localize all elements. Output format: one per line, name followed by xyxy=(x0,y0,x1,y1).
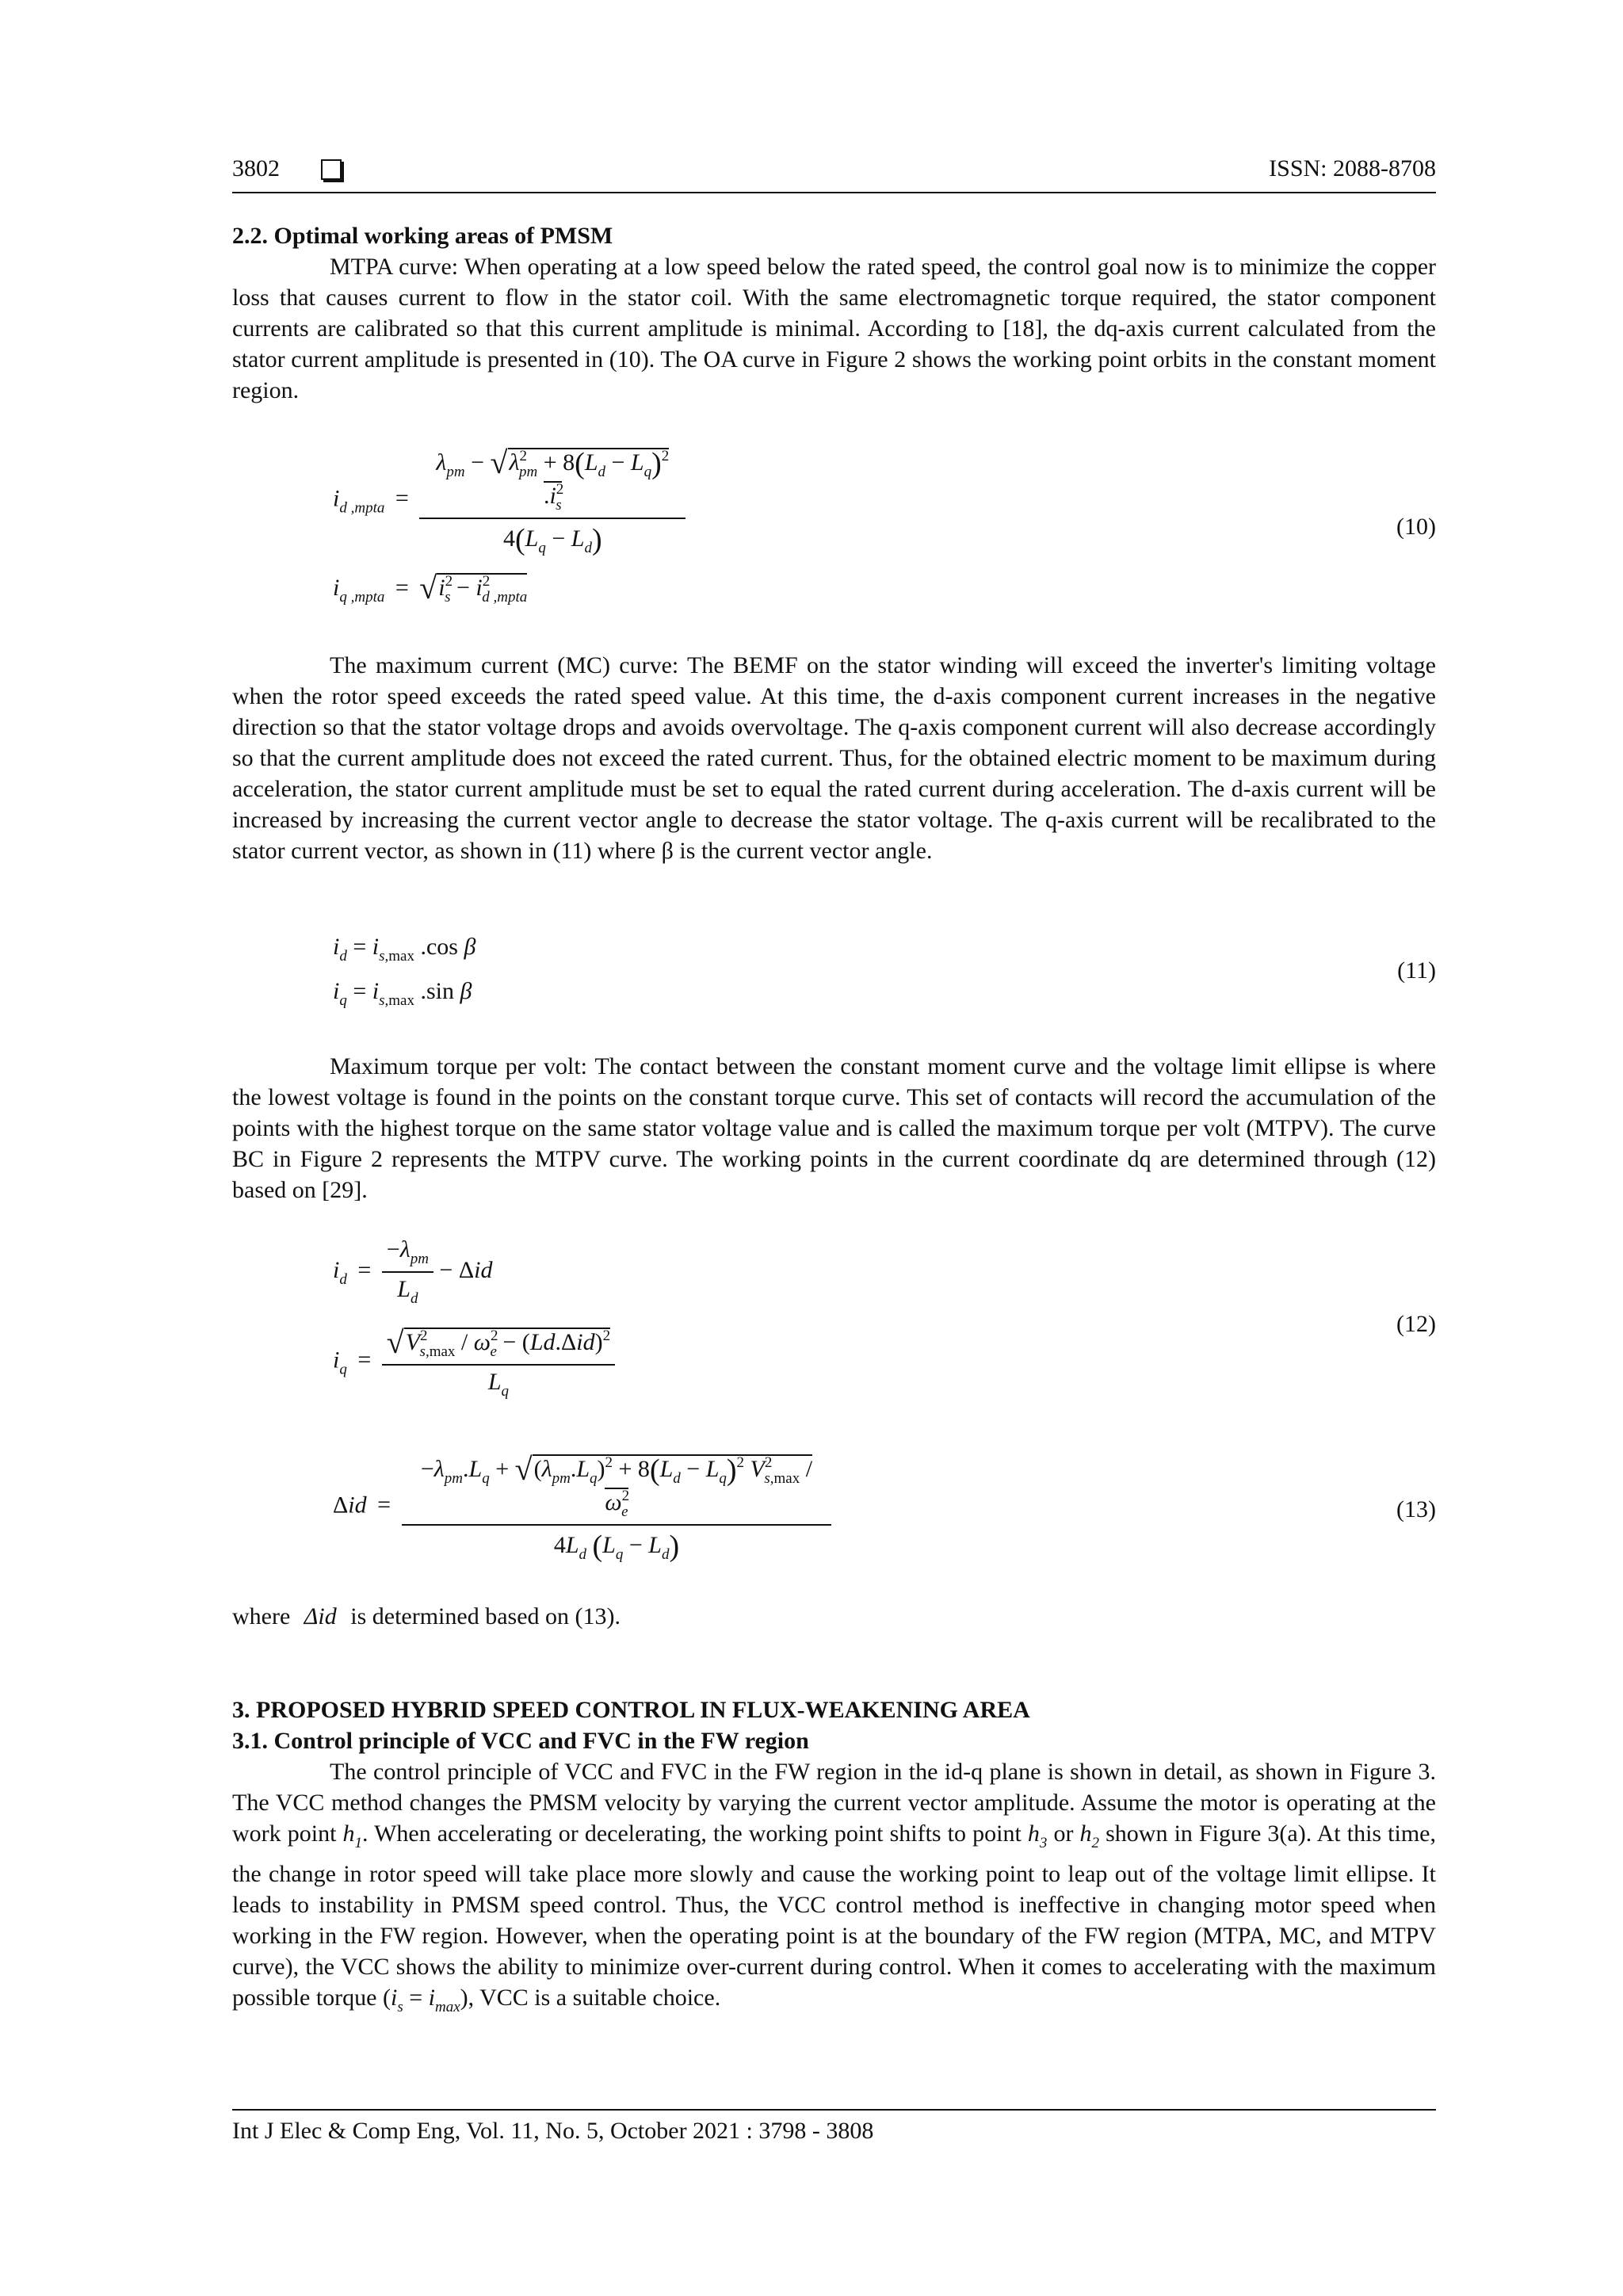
equation-number-13: (13) xyxy=(1396,1496,1436,1522)
section-3-1-heading: 3.1. Control principle of VCC and FVC in the FW region xyxy=(232,1728,809,1754)
issn-label: ISSN: 2088-8708 xyxy=(1269,155,1436,181)
equation-10-iq: $i_{q ,mpta} = √i^2_s - i^2_{d ,mpta}$ xyxy=(333,570,528,606)
equation-number-10: (10) xyxy=(1396,514,1436,540)
equation-13: Δid = $\frac{-\lambda_{pm}.L_q + √(\lambda_{pm}.L_q)^2 + 8(L_d - L_q)^2 V^2_{s,max} / \omega^2_e}{4L_d (L_q - L_d)}$ xyxy=(333,1450,831,1564)
section-3-heading: 3. PROPOSED HYBRID SPEED CONTROL IN FLUX-WEAKENING AREA xyxy=(232,1697,1030,1723)
footer-rule xyxy=(232,2109,1436,2111)
header-rule xyxy=(232,192,1436,193)
paragraph-mtpv: Maximum torque per volt: The contact between the constant moment curve and the voltage limit ellipse is where the lowest voltage is found in the points on the constant torque curve. This set of contacts will record the accumulation of the points with the highest torque on the same stator voltage value and is called the maximum torque per volt (MTPV). The curve BC in Figure 2 represents the MTPV curve. The working points in the current coordinate dq are determined through (12) based on [29]. xyxy=(232,1053,1436,1203)
section-3 xyxy=(232,1694,1436,2023)
where-text-after: is determined based on (13). xyxy=(350,1603,621,1629)
equation-10-id: $i_{d ,mpta}$ = $\frac{\lambda_{pm} - √\lambda^2_{pm} + 8(L_d - L_q)^2 .i^2_s}{4(L_q - L_d)}$ xyxy=(333,444,685,557)
paragraph-mc: The maximum current (MC) curve: The BEMF on the stator winding will exceed the inverter's limiting voltage when the rotor speed exceeds the rated speed value. At this time, the d-axis component current increases in the negative direction so that the stator voltage drops and avoids overvoltage. The q-axis component current will also decrease accordingly so that the current amplitude does not exceed the rated current. Thus, for the obtained electric moment to be maximum during acceleration, the stator current amplitude must be set to equal the rated current during acceleration. The d-axis current will be increased by increasing the current vector angle to decrease the stator voltage. The q-axis current will be recalibrated to the stator current vector, as shown in (11) where β is the current vector angle. xyxy=(232,652,1436,864)
paragraph-mc-block xyxy=(232,650,1436,866)
where-text-before: where xyxy=(232,1603,291,1629)
page-number: 3802 xyxy=(232,155,280,181)
equation-12-id: $i_d$ = $\frac{-\lambda_{pm}}{L_d}$ − Δid xyxy=(333,1236,493,1307)
delta-id-symbol: Δid xyxy=(304,1603,337,1629)
paragraph-mtpa: MTPA curve: When operating at a low speed below the rated speed, the control goal now is to minimize the copper loss that causes current to flow in the stator coil. With the same electromagnetic torque required, the stator component currents are calibrated so that this current amplitude is minimal. According to [18], the dq-axis current calculated from the stator current amplitude is presented in (10). The OA curve in Figure 2 shows the working point orbits in the constant moment region. xyxy=(232,254,1436,403)
equation-12-iq: $i_q$ = $\frac{√V^2_{s,max} / \omega^2_e - (Ld.\Delta id)^2}{L_q}$ xyxy=(333,1324,615,1400)
page-header xyxy=(232,155,1436,192)
square-bullet-icon xyxy=(321,159,342,180)
paragraph-vcc-fvc: The control principle of VCC and FVC in the FW region in the id-q plane is shown in detail, as shown in Figure 3. The VCC method changes the PMSM velocity by varying the current vector amplitude. Assume the motor is operating at the work point $h_1$. When accelerating or decelerating, the working point shifts to point $h_3$ or $h_2$ shown in Figure 3(a). At this time, the change in rotor speed will take place more slowly and cause the working point to leap out of the voltage limit ellipse. It leads to instability in PMSM speed control. Thus, the VCC control method is ineffective in changing motor speed when working in the FW region. However, when the operating point is at the boundary of the FW region (MTPA, MC, and MTPV curve), the VCC shows the ability to minimize over-current during control. When it comes to accelerating with the maximum possible torque $(i_s = i_{max})$, VCC is a suitable choice. xyxy=(232,1759,1436,2015)
section-2-2 xyxy=(232,220,1436,406)
equation-11-iq: $i_q = i_{s,max}$ .sin β xyxy=(333,978,472,1009)
where-line xyxy=(232,1601,1436,1632)
equation-11-id: $i_d = i_{s,max}$ .cos β xyxy=(333,934,476,965)
paragraph-mtpv-block xyxy=(232,1051,1436,1205)
equation-number-12: (12) xyxy=(1396,1311,1436,1337)
equation-number-11: (11) xyxy=(1397,957,1436,984)
section-heading: 2.2. Optimal working areas of PMSM xyxy=(232,223,613,249)
page-footer: Int J Elec & Comp Eng, Vol. 11, No. 5, October 2021 : 3798 - 3808 xyxy=(232,2118,874,2144)
